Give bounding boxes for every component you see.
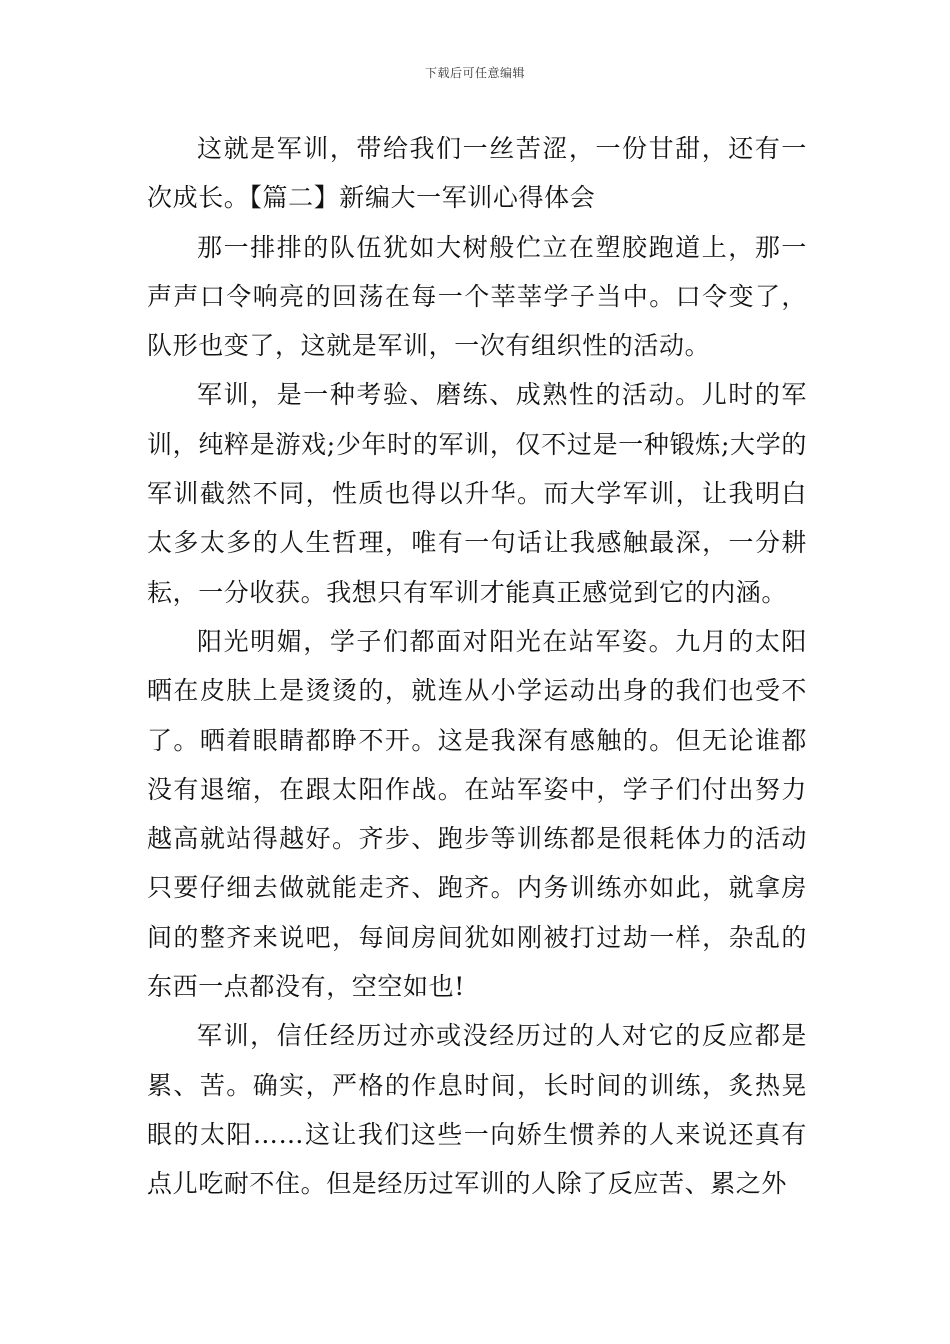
paragraph: 这就是军训，带给我们一丝苦涩，一份甘甜，还有一次成长。【篇二】新编大一军训心得体会 (147, 134, 807, 213)
paragraph: 军训，是一种考验、磨练、成熟性的活动。儿时的军训，纯粹是游戏;少年时的军训，仅不过是一种锻炼;大学的军训截然不同，性质也得以升华。而大学军训，让我明白太多太多的人生哲理，唯有一句话让我感触最深，一分耕耘，一分收获。我想只有军训才能真正感觉到它的内涵。 (147, 380, 807, 607)
paragraph: 阳光明媚，学子们都面对阳光在站军姿。九月的太阳晒在皮肤上是烫烫的，就连从小学运动出身的我们也受不了。晒着眼睛都睁不开。这是我深有感触的。但无论谁都没有退缩，在跟太阳作战。在站军姿中，学子们付出努力越高就站得越好。齐步、跑步等训练都是很耗体力的活动只要仔细去做就能走齐、跑齐。内务训练亦如此，就拿房间的整齐来说吧，每间房间犹如刚被打过劫一样，杂乱的东西一点都没有，空空如也! (147, 626, 807, 1002)
page-header: 下载后可任意编辑 (424, 66, 525, 80)
document-body (147, 124, 807, 1209)
paragraph: 那一排排的队伍犹如大树般伫立在塑胶跑道上，那一声声口令响亮的回荡在每一个莘莘学子当中。口令变了，队形也变了，这就是军训，一次有组织性的活动。 (147, 232, 807, 361)
paragraph: 军训，信任经历过亦或没经历过的人对它的反应都是累、苦。确实，严格的作息时间，长时间的训练，炙热晃眼的太阳……这让我们这些一向娇生惯养的人来说还真有点儿吃耐不住。但是经历过军训的人除了反应苦、累之外 (147, 1021, 807, 1199)
